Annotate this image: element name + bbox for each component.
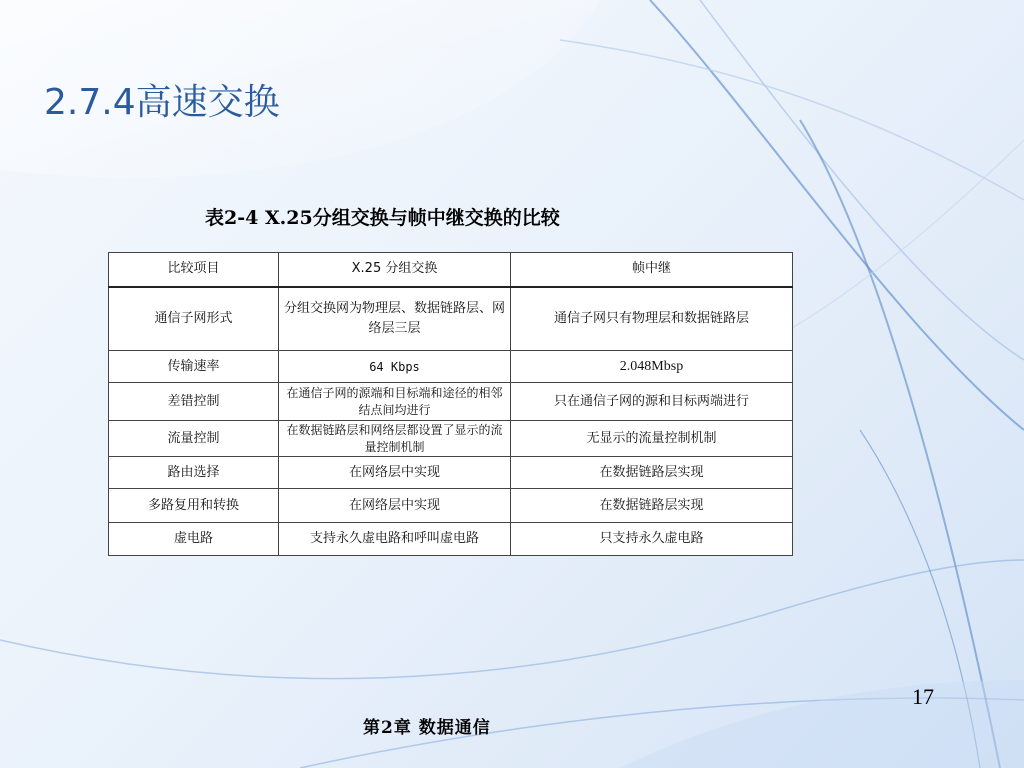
table-row [109, 489, 793, 523]
table-row [109, 351, 793, 383]
x25-cell: 64 Kbps [279, 351, 511, 383]
row-label: 虚电路 [109, 523, 279, 556]
row-label: 多路复用和转换 [109, 489, 279, 523]
frame-relay-cell: 在数据链路层实现 [511, 489, 793, 523]
frame-relay-cell: 无显示的流量控制机制 [511, 421, 793, 457]
comparison-table [108, 252, 793, 556]
x25-cell: 在数据链路层和网络层都设置了显示的流量控制机制 [279, 421, 511, 457]
frame-relay-cell: 只支持永久虚电路 [511, 523, 793, 556]
slide-title: 2.7.4高速交换 [44, 82, 280, 123]
frame-relay-cell: 通信子网只有物理层和数据链路层 [511, 287, 793, 351]
header-cell-x25: X.25 分组交换 [279, 253, 511, 287]
table-caption: 表2-4 X.25分组交换与帧中继交换的比较 [205, 207, 560, 229]
row-label: 传输速率 [109, 351, 279, 383]
x25-cell: 在网络层中实现 [279, 489, 511, 523]
header-cell-item: 比较项目 [109, 253, 279, 287]
frame-relay-cell: 只在通信子网的源和目标两端进行 [511, 383, 793, 421]
table-row [109, 457, 793, 489]
row-label: 通信子网形式 [109, 287, 279, 351]
footer-chapter: 第2章 数据通信 [363, 718, 491, 738]
table-row [109, 383, 793, 421]
frame-relay-cell: 2.048Mbsp [511, 351, 793, 383]
table-row [109, 421, 793, 457]
page-number: 17 [912, 684, 934, 709]
table-header-row [109, 253, 793, 287]
row-label: 差错控制 [109, 383, 279, 421]
table-row [109, 523, 793, 556]
x25-cell: 在通信子网的源端和目标端和途径的相邻结点间均进行 [279, 383, 511, 421]
x25-cell: 分组交换网为物理层、数据链路层、网络层三层 [279, 287, 511, 351]
table-row [109, 287, 793, 351]
row-label: 路由选择 [109, 457, 279, 489]
x25-cell: 支持永久虚电路和呼叫虚电路 [279, 523, 511, 556]
x25-cell: 在网络层中实现 [279, 457, 511, 489]
comparison-table-container [108, 252, 792, 555]
header-cell-frame-relay: 帧中继 [511, 253, 793, 287]
row-label: 流量控制 [109, 421, 279, 457]
frame-relay-cell: 在数据链路层实现 [511, 457, 793, 489]
